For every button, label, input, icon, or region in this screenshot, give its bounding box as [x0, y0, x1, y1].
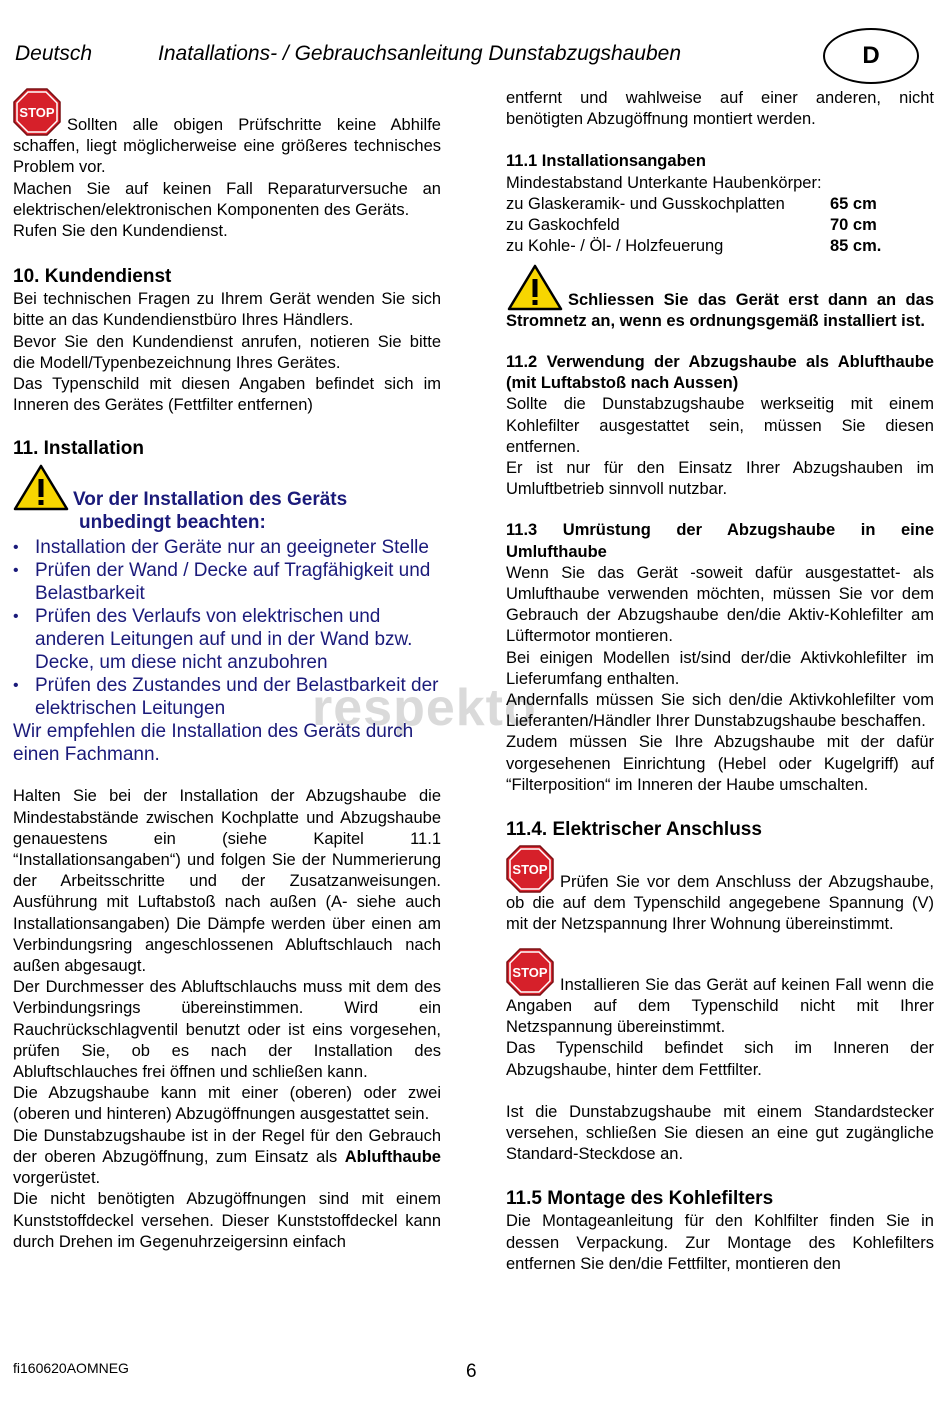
installation-warning	[13, 463, 441, 534]
section-10-para-3: Das Typenschild mit diesen Angaben befindet sich im Inneren des Gerätes (Fettfilter entfernen)	[13, 375, 441, 415]
section-10-para-1: Bei technischen Fragen zu Ihrem Gerät wenden Sie sich bitte an das Kundendienstbüro Ihres Händlers.	[13, 290, 441, 330]
list-item: • Installation der Geräte nur an geeigneter Stelle	[13, 536, 441, 559]
section-11-4-heading: 11.4. Elektrischer Anschluss	[506, 819, 762, 841]
header-language: Deutsch	[15, 42, 93, 65]
power-warning: Schliessen Sie das Gerät erst dann an das Stromnetz an, wenn es ordnungsgemäß installiert ist.	[506, 263, 934, 332]
installation-body-4: Die Dunstabzugshaube ist in der Regel für den Gebrauch der oberen Abzugöffnung, zum Einsatz als Ablufthaube vorgerüstet.	[13, 1126, 441, 1188]
warning-triangle-icon	[506, 263, 564, 311]
list-item: • Prüfen des Verlaufs von elektrischen und anderen Leitungen auf und in der Wand bzw. Decke, um diese nicht anzubohren	[13, 605, 441, 674]
section-11-5-para-1: Die Montageanleitung für den Kohlfilter finden Sie in dessen Verpackung. Zur Montage des Kohlefilters entfernen Sie den/die Fettfilter, montieren den	[506, 1212, 934, 1273]
document-code: fi160620AOMNEG	[13, 1360, 129, 1376]
continuation-text: entfernt und wahlweise auf einer anderen, nicht benötigten Abzugöffnung montiert werden.	[506, 89, 934, 129]
section-11-1-heading: 11.1 Installationsangaben	[506, 152, 706, 171]
stop-sign-label: STOP	[19, 105, 55, 120]
section-11-3-para-4: Zudem müssen Sie Ihre Abzugshaube mit der dafür vorgesehenen Einrichtung (Hebel oder Kugelgriff) auf “Filterposition“ im Inneren der Haube umschalten.	[506, 733, 934, 794]
stop-sign-icon	[13, 88, 61, 136]
voltage-mismatch-warning: STOP Installieren Sie das Gerät auf keinen Fall wenn die Angaben auf dem Typenschild nicht mit Ihrer Netzspannung übereinstimmt.	[506, 948, 934, 1039]
section-11-5-heading: 11.5 Montage des Kohlefilters	[506, 1188, 774, 1210]
section-11-3-heading: 11.3 Umrüstung der Abzugshaube in eine Umlufthaube	[506, 521, 934, 561]
section-10-heading: 10. Kundendienst	[13, 266, 172, 288]
precaution-list	[13, 536, 441, 720]
table-row: zu Gaskochfeld 70 cm	[506, 215, 877, 234]
repair-warning: Machen Sie auf keinen Fall Reparaturversuche an elektrischen/elektronischen Komponenten des Geräts.	[13, 179, 441, 219]
section-11-2-para-1: Sollte die Dunstabzugshaube werkseitig mit einem Kohlefilter ausgestattet sein, müssen Sie diesen entfernen.	[506, 395, 934, 456]
installation-body-2: Der Durchmesser des Abluftschlauchs muss mit dem des Verbindungsrings übereinstimmen. Wird ein Rauchrückschlagventil benutzt oder ist eins vorgesehen, prüfen Sie, ob es nach der Installation des Abluftschlauches frei öffnen und schließen kann.	[13, 978, 441, 1082]
right-column	[506, 88, 934, 1275]
left-column	[13, 88, 441, 1253]
section-11-heading: 11. Installation	[13, 438, 144, 460]
stop-text: Sollten alle obigen Prüfschritte keine Abhilfe schaffen, liegt möglicherweise eine größeres technisches Problem vor.	[13, 116, 441, 177]
stop-sign-icon	[506, 948, 554, 996]
section-11-3-para-1: Wenn Sie das Gerät -soweit dafür ausgestattet- als Umlufthaube verwenden möchten, müssen Sie vor dem Gebrauch der Abzugshaube den/die Aktiv-Kohlefilter am Lüftermotor montieren.	[506, 563, 934, 646]
warning-line-2: unbedingt beachten:	[79, 512, 266, 534]
stop-paragraph	[13, 88, 441, 179]
installation-body-3: Die Abzugshaube kann mit einer (oberen) oder zwei (oberen und hinteren) Abzugöffnungen ausgestattet sein.	[13, 1084, 441, 1124]
section-11-2-para-2: Er ist nur für den Einsatz Ihrer Abzugshauben im Umluftbetrieb sinnvoll nutzbar.	[506, 459, 934, 499]
stop-sign-label: STOP	[512, 862, 548, 878]
list-item: • Prüfen des Zustandes und der Belastbarkeit der elektrischen Leitungen	[13, 674, 441, 720]
warning-line-1: Vor der Installation des Geräts	[73, 489, 348, 511]
section-11-3-para-2: Bei einigen Modellen ist/sind der/die Aktivkohlefilter im Lieferumfang enthalten.	[506, 648, 934, 688]
section-10-para-2: Bevor Sie den Kundendienst anrufen, notieren Sie bitte die Modell/Typenbezeichnung Ihres Gerätes.	[13, 332, 441, 372]
installation-body-1: Halten Sie bei der Installation der Abzugshaube die Mindestabstände zwischen Kochplatte und Abzugshaube genauestens ein (siehe Kapitel 11.1 “Installationsangaben“) und folgen Sie der Nummerierung der Arbeitsschritte und der Zusatzanweisungen. Ausführung mit Luftabstoß nach außen (A- siehe auch Installationsangaben) Die Dämpfe werden über einen am Verbindungsring angeschlossenen Abluftschlauch nach außen abgesaugt.	[13, 787, 441, 976]
stop-sign-label: STOP	[512, 964, 548, 980]
section-11-2-heading: 11.2 Verwendung der Abzugshaube als Ablufthaube (mit Luftabstoß nach Aussen)	[506, 353, 934, 393]
ablufthaube-term: Ablufthaube	[344, 1147, 441, 1166]
rating-plate-location: Das Typenschild befindet sich im Inneren der Abzugshaube, hinter dem Fettfilter.	[506, 1039, 934, 1079]
distance-intro: Mindestabstand Unterkante Haubenkörper:	[506, 173, 822, 192]
list-item: • Prüfen der Wand / Decke auf Tragfähigkeit und Belastbarkeit	[13, 559, 441, 605]
distance-table	[506, 194, 934, 257]
call-service: Rufen Sie den Kundendienst.	[13, 222, 228, 241]
table-row: zu Glaskeramik- und Gusskochplatten 65 cm	[506, 194, 877, 213]
voltage-check: STOP Prüfen Sie vor dem Anschluss der Abzugshaube, ob die auf dem Typenschild angegebene Spannung (V) mit der Netzspannung Ihrer Wohnung übereinstimmt.	[506, 845, 934, 936]
table-row: zu Kohle- / Öl- / Holzfeuerung 85 cm.	[506, 236, 882, 255]
stop-sign-icon	[506, 845, 554, 893]
watermark: respekto	[312, 679, 537, 737]
warning-triangle-icon	[13, 463, 69, 511]
language-badge: D	[823, 28, 919, 84]
recommendation: Wir empfehlen die Installation des Geräts durch einen Fachmann.	[13, 721, 414, 766]
installation-body-5: Die nicht benötigten Abzugöffnungen sind mit einem Kunststoffdeckel versehen. Dieser Kunststoffdeckel kann durch Drehen im Gegenuhrzeigersinn einfach	[13, 1190, 441, 1251]
page-title: Inatallations- / Gebrauchsanleitung Dunstabzugshauben	[158, 42, 682, 65]
plug-instruction: Ist die Dunstabzugshaube mit einem Standardstecker versehen, schließen Sie diesen an eine gut zugängliche Standard-Steckdose an.	[506, 1102, 934, 1164]
section-11-3-para-3: Andernfalls müssen Sie sich den/die Aktivkohlefilter vom Lieferanten/Händler Ihrer Dunstabzugshaube beschaffen.	[506, 691, 934, 731]
page-number: 6	[466, 1361, 477, 1382]
